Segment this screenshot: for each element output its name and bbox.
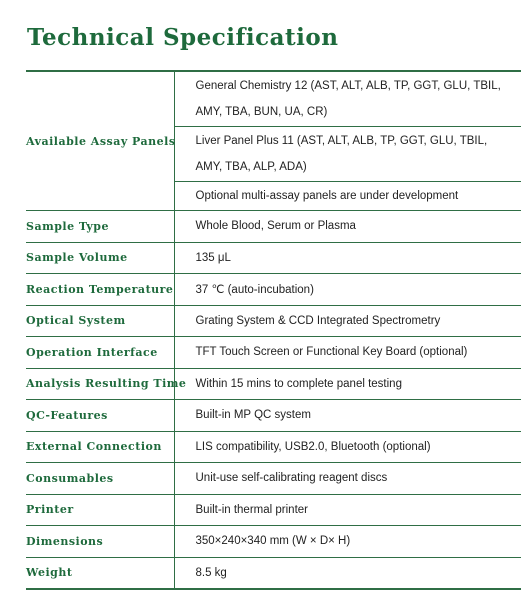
panel-line: AMY, TBA, BUN, UA, CR) [195, 106, 328, 118]
spec-label: Reaction Temperature [26, 274, 174, 306]
panel-line: Optional multi-assay panels are under development [195, 190, 459, 202]
spec-value: 37 ℃ (auto-incubation) [174, 274, 521, 306]
panel-general-chemistry [196, 72, 522, 126]
spec-value: Unit-use self-calibrating reagent discs [174, 463, 521, 495]
spec-row-printer [26, 494, 521, 526]
spec-row-sample-volume [26, 242, 521, 274]
spec-label: Available Assay Panels [26, 71, 174, 211]
spec-row-qc-features [26, 400, 521, 432]
spec-label: External Connection [26, 431, 174, 463]
spec-label: Optical System [26, 305, 174, 337]
spec-row-reaction-temperature [26, 274, 521, 306]
spec-value: Within 15 mins to complete panel testing [174, 368, 521, 400]
spec-value: Grating System & CCD Integrated Spectrometry [174, 305, 521, 337]
panel-line: Liver Panel Plus 11 (AST, ALT, ALB, TP, GGT, GLU, TBIL, [195, 135, 488, 147]
spec-label: Operation Interface [26, 337, 174, 369]
panel-line: General Chemistry 12 (AST, ALT, ALB, TP, GGT, GLU, TBIL, [195, 80, 501, 92]
spec-label: Consumables [26, 463, 174, 495]
spec-label: Dimensions [26, 526, 174, 558]
spec-value: Built-in thermal printer [174, 494, 521, 526]
spec-row-sample-type [26, 211, 521, 243]
panel-optional [196, 182, 522, 210]
spec-value: Whole Blood, Serum or Plasma [174, 211, 521, 243]
spec-row-consumables [26, 463, 521, 495]
page-title: Technical Specification [27, 24, 339, 51]
spec-table [26, 70, 521, 590]
spec-label: QC-Features [26, 400, 174, 432]
spec-value: 8.5 kg [174, 557, 521, 589]
panel-line: AMY, TBA, ALP, ADA) [195, 161, 307, 173]
spec-row-dimensions [26, 526, 521, 558]
spec-row-optical-system [26, 305, 521, 337]
spec-row-operation-interface [26, 337, 521, 369]
spec-label: Analysis Resulting Time [26, 368, 174, 400]
spec-row-analysis-time [26, 368, 521, 400]
panel-liver-plus [196, 127, 522, 181]
spec-label: Printer [26, 494, 174, 526]
spec-value: Built-in MP QC system [174, 400, 521, 432]
spec-value: TFT Touch Screen or Functional Key Board (optional) [174, 337, 521, 369]
spec-value: 135 μL [174, 242, 521, 274]
spec-row-weight [26, 557, 521, 589]
spec-value: 350×240×340 mm (W × D× H) [174, 526, 521, 558]
spec-value: LIS compatibility, USB2.0, Bluetooth (optional) [174, 431, 521, 463]
spec-row-assay-panels [26, 71, 521, 211]
spec-label: Sample Volume [26, 242, 174, 274]
spec-value-panels [174, 71, 521, 211]
spec-label: Weight [26, 557, 174, 589]
spec-row-external-connection [26, 431, 521, 463]
spec-label: Sample Type [26, 211, 174, 243]
